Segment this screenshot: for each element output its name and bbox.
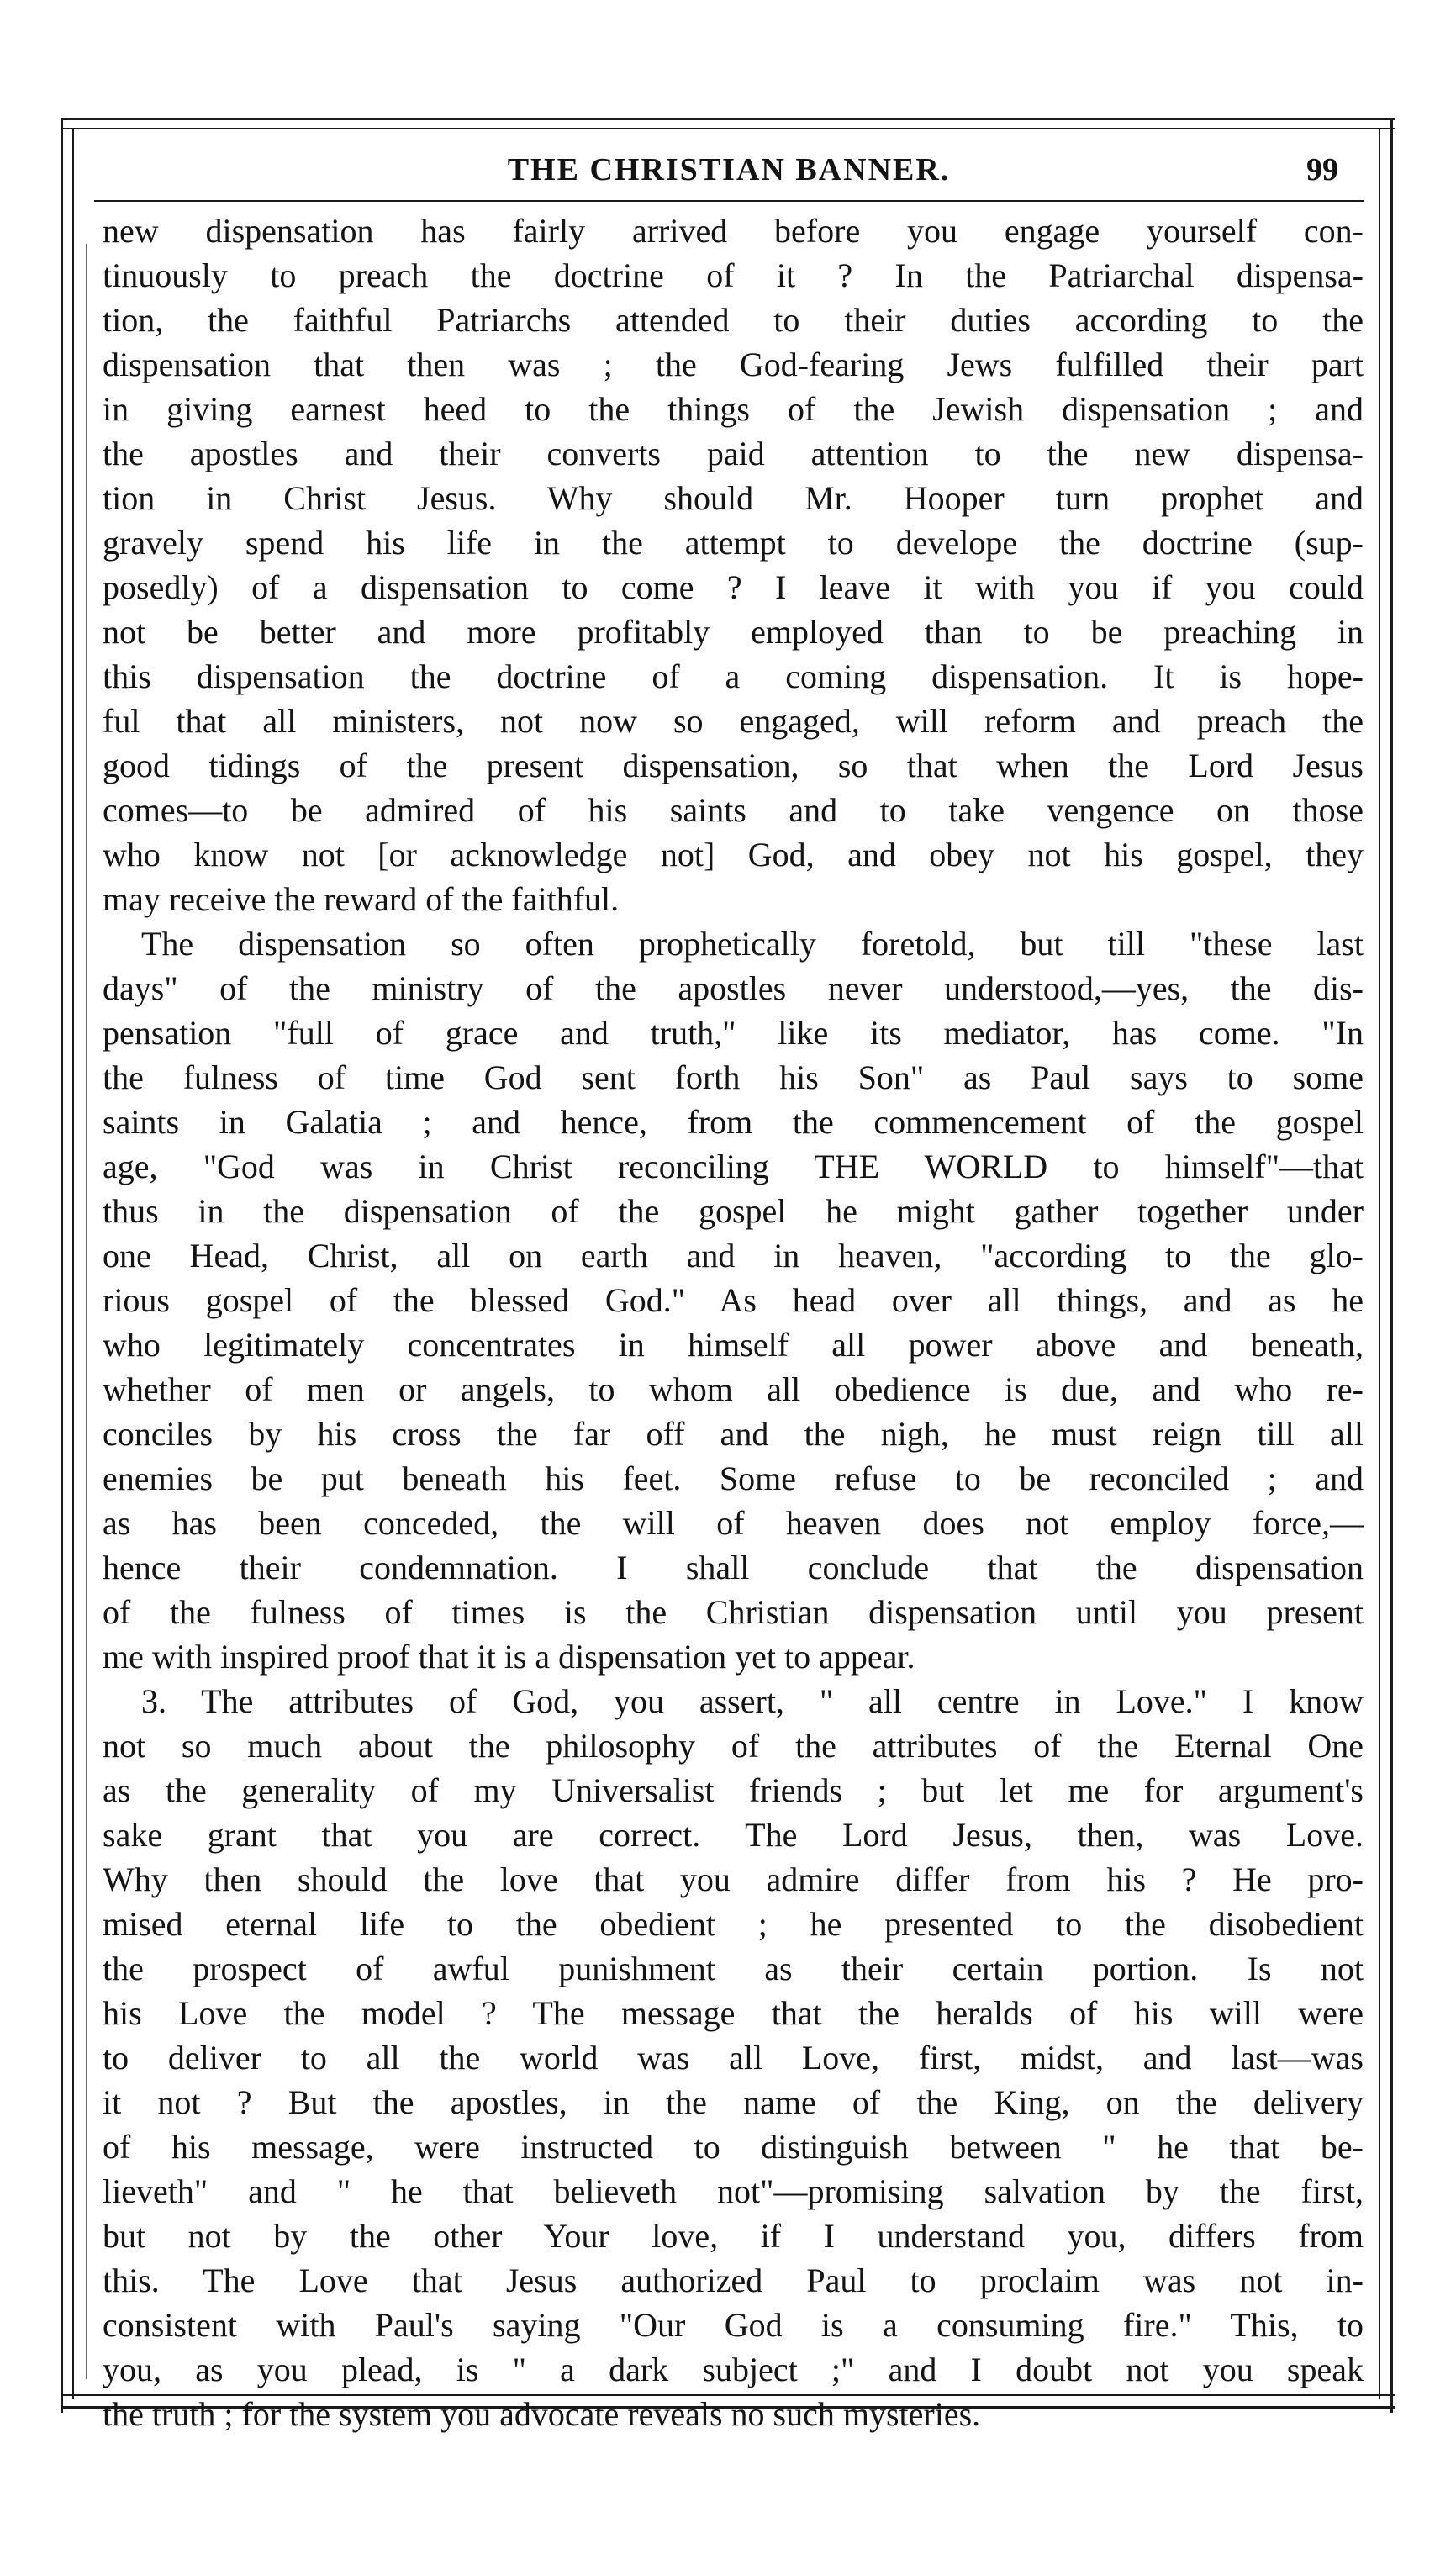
text-line: conciles by his cross the far off and the nigh, he must reign till all <box>103 1415 1364 1453</box>
text-line: but not by the other Your love, if I understand you, differs from <box>103 2217 1364 2255</box>
text-line: to deliver to all the world was all Love, first, midst, and last—was <box>103 2039 1364 2077</box>
border-rule-left-outer <box>61 118 63 2413</box>
text-line: Why then should the love that you admire differ from his ? He pro- <box>103 1860 1364 1898</box>
text-line: it not ? But the apostles, in the name of the King, on the delivery <box>103 2083 1364 2121</box>
running-head <box>94 148 1364 195</box>
text-line: days" of the ministry of the apostles never understood,—yes, the dis- <box>103 969 1364 1007</box>
page-number: 99 <box>1306 152 1338 187</box>
text-line: his Love the model ? The message that the heralds of his will were <box>103 1994 1364 2032</box>
text-line: comes—to be admired of his saints and to take vengence on those <box>103 791 1364 829</box>
text-line: of his message, were instructed to distinguish between " he that be- <box>103 2128 1364 2166</box>
page-frame <box>61 118 1395 2433</box>
text-line: age, "God was in Christ reconciling THE WORLD to himself"—that <box>103 1148 1364 1185</box>
text-line: good tidings of the present dispensation, so that when the Lord Jesus <box>103 747 1364 784</box>
journal-title: THE CHRISTIAN BANNER. <box>507 152 951 187</box>
paragraph-end-line: may receive the reward of the faithful. <box>103 880 620 918</box>
header-rule <box>94 200 1364 202</box>
text-line: pensation "full of grace and truth," like its mediator, has come. "In <box>103 1014 1364 1052</box>
text-line: of the fulness of times is the Christian dispensation until you present <box>103 1593 1364 1631</box>
text-line: in giving earnest heed to the things of the Jewish dispensation ; and <box>103 390 1364 428</box>
border-rule-left-inner <box>72 129 74 2399</box>
text-line: lieveth" and " he that believeth not"—promising salvation by the first, <box>103 2172 1364 2210</box>
text-line: enemies be put beneath his feet. Some refuse to be reconciled ; and <box>103 1459 1364 1497</box>
paragraph-start-line: The dispensation so often prophetically foretold, but till "these last <box>141 925 1364 963</box>
text-line: this. The Love that Jesus authorized Paul to proclaim was not in- <box>103 2261 1364 2299</box>
border-rule-right-outer <box>1390 118 1393 2413</box>
body-text <box>103 208 1364 2436</box>
text-line: one Head, Christ, all on earth and in heaven, "according to the glo- <box>103 1237 1364 1274</box>
paragraph-end-line: me with inspired proof that it is a dispensation yet to appear. <box>103 1638 915 1676</box>
text-line: who know not [or acknowledge not] God, and obey not his gospel, they <box>103 836 1364 873</box>
text-line: dispensation that then was ; the God-fearing Jews fulfilled their part <box>103 346 1364 383</box>
text-line: as the generality of my Universalist friends ; but let me for argument's <box>103 1771 1364 1809</box>
text-line: not so much about the philosophy of the attributes of the Eternal One <box>103 1727 1364 1765</box>
text-line: thus in the dispensation of the gospel he might gather together under <box>103 1192 1364 1230</box>
text-line: mised eternal life to the obedient ; he presented to the disobedient <box>103 1905 1364 1943</box>
text-line: consistent with Paul's saying "Our God is a consuming fire." This, to <box>103 2306 1364 2344</box>
border-rule-right-inner <box>1379 129 1380 2399</box>
text-line: gravely spend his life in the attempt to develope the doctrine (sup- <box>103 524 1364 562</box>
paragraph-start-line: 3. The attributes of God, you assert, " all centre in Love." I know <box>141 1682 1364 1720</box>
text-line: new dispensation has fairly arrived before you engage yourself con- <box>103 212 1364 250</box>
text-line: saints in Galatia ; and hence, from the commencement of the gospel <box>103 1103 1364 1141</box>
text-line: the prospect of awful punishment as their certain portion. Is not <box>103 1950 1364 1987</box>
text-line: the fulness of time God sent forth his Son" as Paul says to some <box>103 1058 1364 1096</box>
text-line: tion in Christ Jesus. Why should Mr. Hooper turn prophet and <box>103 479 1364 517</box>
border-rule-top-outer <box>61 118 1395 120</box>
border-rule-top-inner <box>61 128 1395 129</box>
text-line: who legitimately concentrates in himself all power above and beneath, <box>103 1326 1364 1364</box>
text-line: whether of men or angels, to whom all obedience is due, and who re- <box>103 1370 1364 1408</box>
text-line: you, as you plead, is " a dark subject ;" and I doubt not you speak <box>103 2351 1364 2388</box>
paragraph-end-line: the truth ; for the system you advocate reveals no such mysteries. <box>103 2395 981 2433</box>
text-line: posedly) of a dispensation to come ? I leave it with you if you could <box>103 568 1364 606</box>
text-line: ful that all ministers, not now so engaged, will reform and preach the <box>103 702 1364 740</box>
text-line: the apostles and their converts paid attention to the new dispensa- <box>103 435 1364 472</box>
text-line: this dispensation the doctrine of a coming dispensation. It is hope- <box>103 657 1364 695</box>
text-line: tinuously to preach the doctrine of it ? In the Patriarchal dispensa- <box>103 256 1364 294</box>
margin-rule <box>86 244 87 2379</box>
text-line: hence their condemnation. I shall conclude that the dispensation <box>103 1549 1364 1586</box>
text-line: rious gospel of the blessed God." As head over all things, and as he <box>103 1281 1364 1319</box>
text-line: not be better and more profitably employed than to be preaching in <box>103 613 1364 651</box>
text-line: as has been conceded, the will of heaven does not employ force,— <box>103 1504 1364 1542</box>
text-line: tion, the faithful Patriarchs attended to their duties according to the <box>103 301 1364 339</box>
text-line: sake grant that you are correct. The Lord Jesus, then, was Love. <box>103 1816 1364 1854</box>
